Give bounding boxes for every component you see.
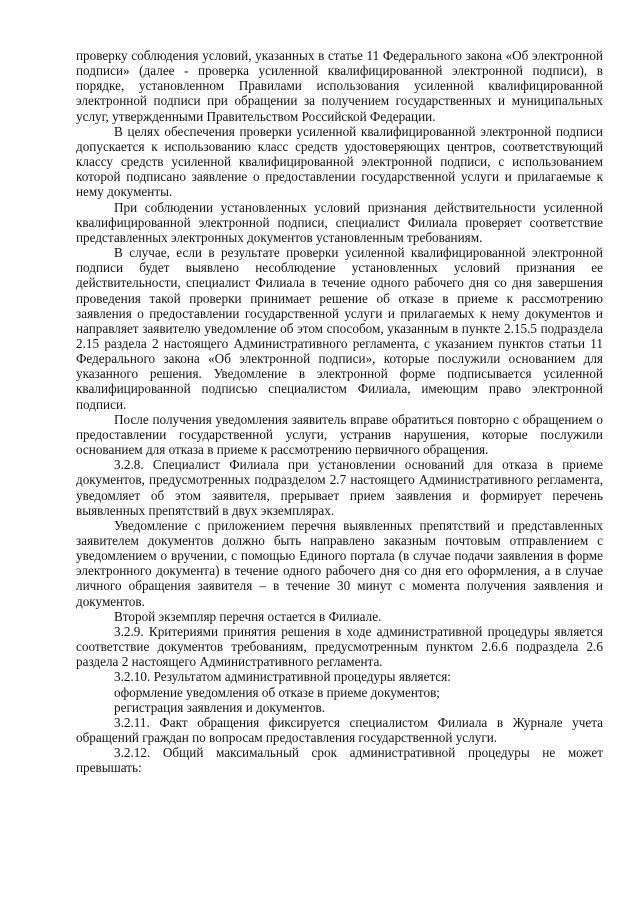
paragraph-3-2-12: 3.2.12. Общий максимальный срок административной процедуры не может превышать: bbox=[76, 745, 603, 776]
paragraph-repeat-application: После получения уведомления заявитель вправе обратиться повторно с обращением о предоставлении государственной услуги, устранив нарушения, которые послужили основанием для отказа в приеме к рассмотрению первичного обращения. bbox=[76, 411, 603, 458]
paragraph-notification-delivery: Уведомление с приложением перечня выявленных препятствий и представленных заявителем документов должно быть направлено заказным почтовым отправлением с уведомлением о вручении, с помощью Единого портала (в случае подачи заявления в форме электронного документа) в течение одного рабочего дня со дня его оформления, а в случае личного обращения заявителя – в течение 30 минут с момента получения заявления и документов. bbox=[76, 517, 603, 609]
document-body bbox=[76, 48, 603, 776]
paragraph-continuation: проверку соблюдения условий, указанных в статье 11 Федерального закона «Об электронной подписи» (далее - проверка усиленной квалифицированной электронной подписи), в порядке, установленном Правилами использования усиленной квалифицированной электронной подписи при обращении за получением государственных и муниципальных услуг, утвержденными Правительством Российской Федерации. bbox=[76, 48, 603, 124]
paragraph-3-2-10: 3.2.10. Результатом административной процедуры является: bbox=[114, 669, 451, 685]
paragraph-3-2-11: 3.2.11. Факт обращения фиксируется специалистом Филиала в Журнале учета обращений граждан по вопросам предоставления государственной услуги. bbox=[76, 714, 603, 746]
paragraph-signature-validity: При соблюдении установленных условий признания действительности усиленной квалифицированной электронной подписи, специалист Филиала проверяет соответствие представленных электронных документов установленным требованиям. bbox=[76, 199, 603, 245]
paragraph-result-registration: регистрация заявления и документов. bbox=[114, 699, 325, 715]
paragraph-second-copy: Второй экземпляр перечня остается в Филиале. bbox=[114, 608, 382, 624]
paragraph-result-refusal: оформление уведомления об отказе в приеме документов; bbox=[114, 684, 440, 700]
paragraph-3-2-8: 3.2.8. Специалист Филиала при установлении оснований для отказа в приеме документов, предусмотренных подразделом 2.7 настоящего Административного регламента, уведомляет об этом заявителя, прерывает прием заявления и формирует перечень выявленных препятствий в двух экземплярах. bbox=[76, 457, 603, 518]
paragraph-certificate-class: В целях обеспечения проверки усиленной квалифицированной электронной подписи допускается к использованию класс средств удостоверяющих центров, соответствующий классу средств усиленной квалифицированной электронной подписи, с использованием которой подписано заявление о предоставлении государственной услуги и прилагаемые к нему документы. bbox=[76, 123, 603, 200]
paragraph-refusal-case: В случае, если в результате проверки усиленной квалифицированной электронной подписи будет выявлено несоблюдение установленных условий признания ее действительности, специалист Филиала в течение одного рабочего дня со дня завершения проведения такой проверки принимает решение об отказе в приеме к рассмотрению заявления о предоставлении государственной услуги и прилагаемых к нему документов и направляет заявителю уведомление об этом способом, указанным в пункте 2.15.5 подраздела 2.15 раздела 2 настоящего Административного регламента, с указанием пунктов статьи 11 Федерального закона «Об электронной подписи», которые послужили основанием для указанного решения. Уведомление в электронной форме подписывается усиленной квалифицированной подписью специалистом Филиала, имеющим право электронной подписи. bbox=[76, 245, 603, 412]
paragraph-3-2-9: 3.2.9. Критериями принятия решения в ходе административной процедуры является соответствие документов требованиям, предусмотренным пунктом 2.6.6 подраздела 2.6 раздела 2 настоящего Административного регламента. bbox=[76, 623, 603, 670]
